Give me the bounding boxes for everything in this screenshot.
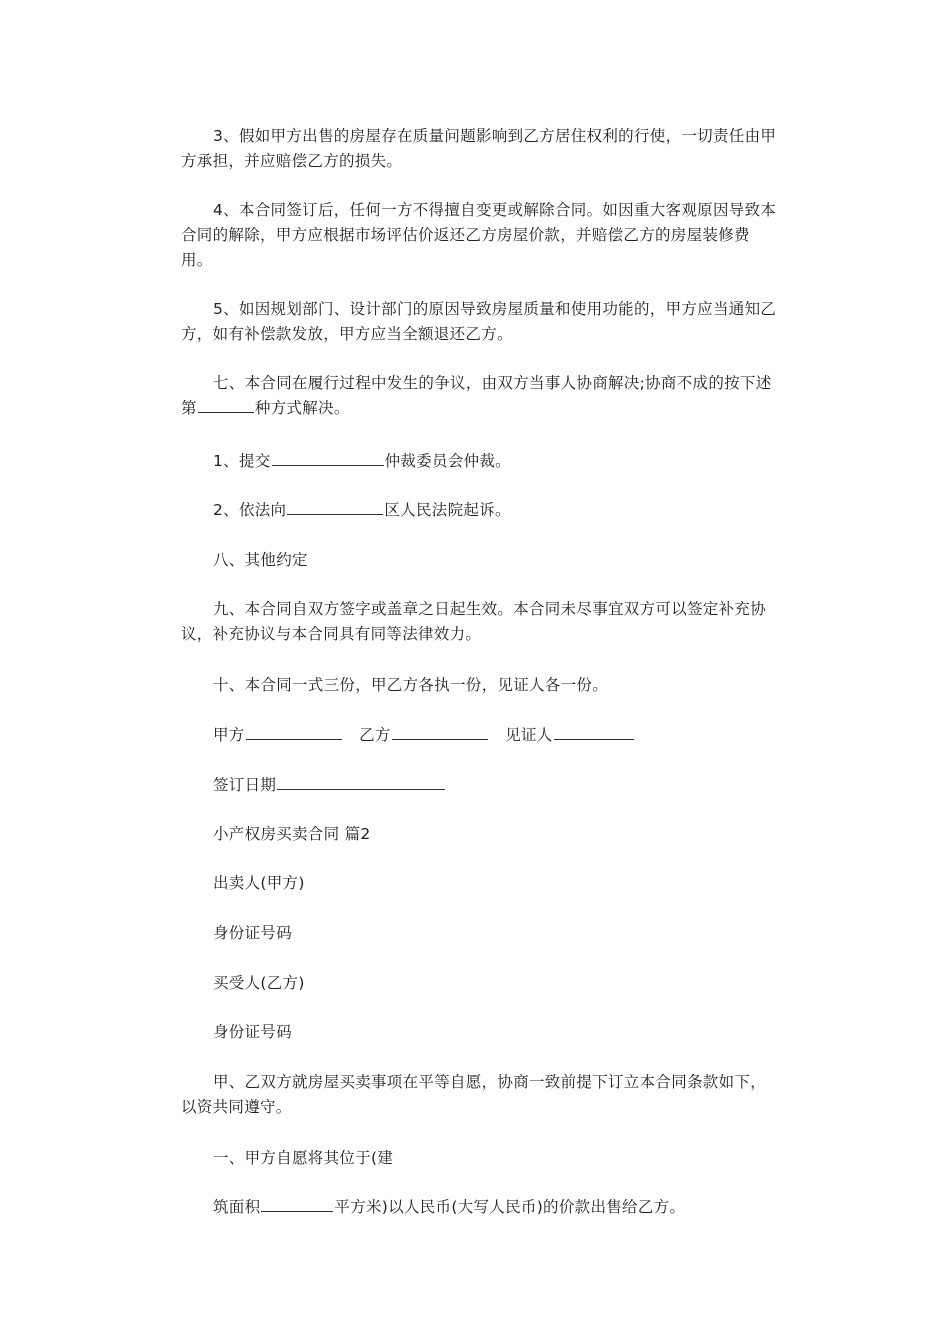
clause-dispute-resolution [181,371,781,421]
dispute-text-end: 种方式解决。 [254,399,350,417]
area-blank [261,1195,333,1212]
court-district-blank [287,498,383,515]
sign-date-blank [277,773,445,790]
section-copies: 十、本合同一式三份，甲乙方各执一份，见证人各一份。 [213,676,609,694]
party-b-label: 乙方 [359,726,391,744]
option-court-end: 区人民法院起诉。 [384,501,511,519]
option-court [213,498,773,523]
clause-planning-compensation: 5、如因规划部门、设计部门的原因导致房屋质量和使用功能的，甲方应当通知乙方，如有补偿款发放，甲方应当全额退还乙方。 [181,300,777,343]
party-b-blank [392,723,488,740]
seller-label: 出卖人(甲方) [213,874,305,892]
sign-date-label: 签订日期 [213,776,277,794]
section-other-agreements: 八、其他约定 [213,551,308,569]
party-a-label: 甲方 [213,726,245,744]
clause-quality-liability: 3、假如甲方出售的房屋存在质量问题影响到乙方居住权利的行使，一切责任由甲方承担，并应赔偿乙方的损失。 [181,127,777,170]
contract-title-2: 小产权房买卖合同 篇2 [213,825,371,843]
section-effectiveness: 九、本合同自双方签字或盖章之日起生效。本合同未尽事宜双方可以签定补充协议，补充协议与本合同具有同等法律效力。 [181,600,767,643]
option-court-label: 2、依法向 [213,501,287,519]
clause-1-start: 一、甲方自愿将其位于(建 [213,1149,394,1167]
option-arbitration-label: 1、提交 [213,452,271,470]
dispute-text: 七、本合同在履行过程中发生的争议，由双方当事人协商解决;协商不成的按下述第 [181,374,772,417]
signature-line [213,723,773,748]
arbitration-committee-blank [272,449,384,466]
buyer-id-label: 身份证号码 [213,1023,293,1041]
dispute-method-blank [198,396,254,413]
area-label: 筑面积 [213,1198,261,1216]
option-arbitration-end: 仲裁委员会仲裁。 [384,452,511,470]
clause-no-termination: 4、本合同签订后，任何一方不得擅自变更或解除合同。如因重大客观原因导致本合同的解除，甲方应根据市场评估价返还乙方房屋价款，并赔偿乙方的房屋装修费用。 [181,201,777,269]
sign-date-line [213,773,773,798]
option-arbitration [213,449,773,474]
seller-id-label: 身份证号码 [213,924,293,942]
clause-1-area [213,1195,773,1220]
witness-blank [554,723,634,740]
area-text-end: 平方米)以人民币(大写人民币)的价款出售给乙方。 [334,1198,686,1216]
witness-label: 见证人 [505,726,553,744]
buyer-label: 买受人(乙方) [213,974,305,992]
preamble: 甲、乙双方就房屋买卖事项在平等自愿，协商一致前提下订立本合同条款如下，以资共同遵守。 [181,1073,767,1116]
party-a-blank [246,723,342,740]
